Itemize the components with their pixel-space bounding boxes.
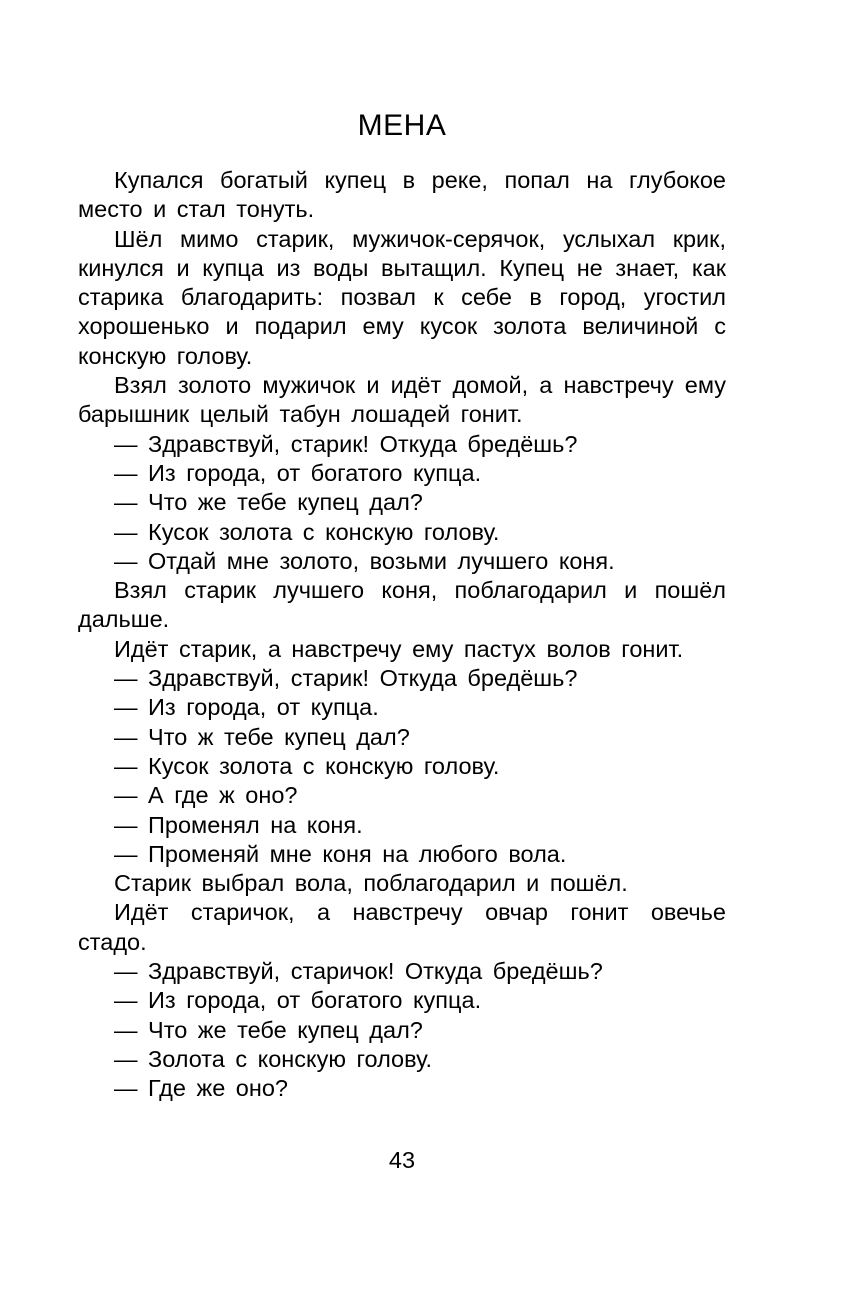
story-text (78, 166, 726, 1104)
paragraph: Идёт старик, а навстречу ему пастух волов гонит. (114, 635, 684, 662)
paragraph: Взял старик лучшего коня, поблагодарил и пошёл дальше. (78, 577, 726, 633)
paragraph: Старик выбрал вола, поблагодарил и пошёл. (114, 870, 628, 897)
dialogue-line: — Золота с конскую голову. (114, 1045, 433, 1072)
dialogue-line: — Что ж тебе купец дал? (114, 723, 410, 750)
dialogue-line: — Из города, от богатого купца. (114, 459, 482, 486)
paragraph: Шёл мимо старик, мужичок-серячок, услыхал крик, кинулся и купца из воды вытащил. Купец не знает, как старика благодарить: позвал к себе в город, угостил хорошенько и подарил ему кусок золота величиной с конскую голову. (78, 225, 726, 369)
paragraph: Купался богатый купец в реке, попал на глубокое место и стал тонуть. (78, 167, 726, 223)
dialogue-line: — Что же тебе купец дал? (114, 489, 423, 516)
dialogue-line: — Променял на коня. (114, 811, 363, 838)
dialogue-line: — Где же оно? (114, 1075, 288, 1102)
dialogue-line: — Кусок золота с конскую голову. (114, 752, 500, 779)
dialogue-line: — Здравствуй, старик! Откуда бредёшь? (114, 665, 578, 692)
dialogue-line: — Отдай мне золото, возьми лучшего коня. (114, 547, 615, 574)
dialogue-line: — А где ж оно? (114, 782, 298, 809)
dialogue-line: — Из города, от богатого купца. (114, 987, 482, 1014)
dialogue-line: — Кусок золота с конскую голову. (114, 518, 500, 545)
dialogue-line: — Здравствуй, старичок! Откуда бредёшь? (114, 958, 603, 985)
dialogue-line: — Променяй мне коня на любого вола. (114, 840, 567, 867)
paragraph: Взял золото мужичок и идёт домой, а навстречу ему барышник целый табун лошадей гонит. (78, 372, 726, 428)
dialogue-line: — Из города, от купца. (114, 694, 379, 721)
paragraph: Идёт старичок, а навстречу овчар гонит овечье стадо. (78, 899, 726, 955)
page-number: 43 (388, 1147, 416, 1173)
dialogue-line: — Здравствуй, старик! Откуда бредёшь? (114, 430, 578, 457)
story-title: МЕНА (357, 109, 447, 142)
dialogue-line: — Что же тебе купец дал? (114, 1016, 423, 1043)
